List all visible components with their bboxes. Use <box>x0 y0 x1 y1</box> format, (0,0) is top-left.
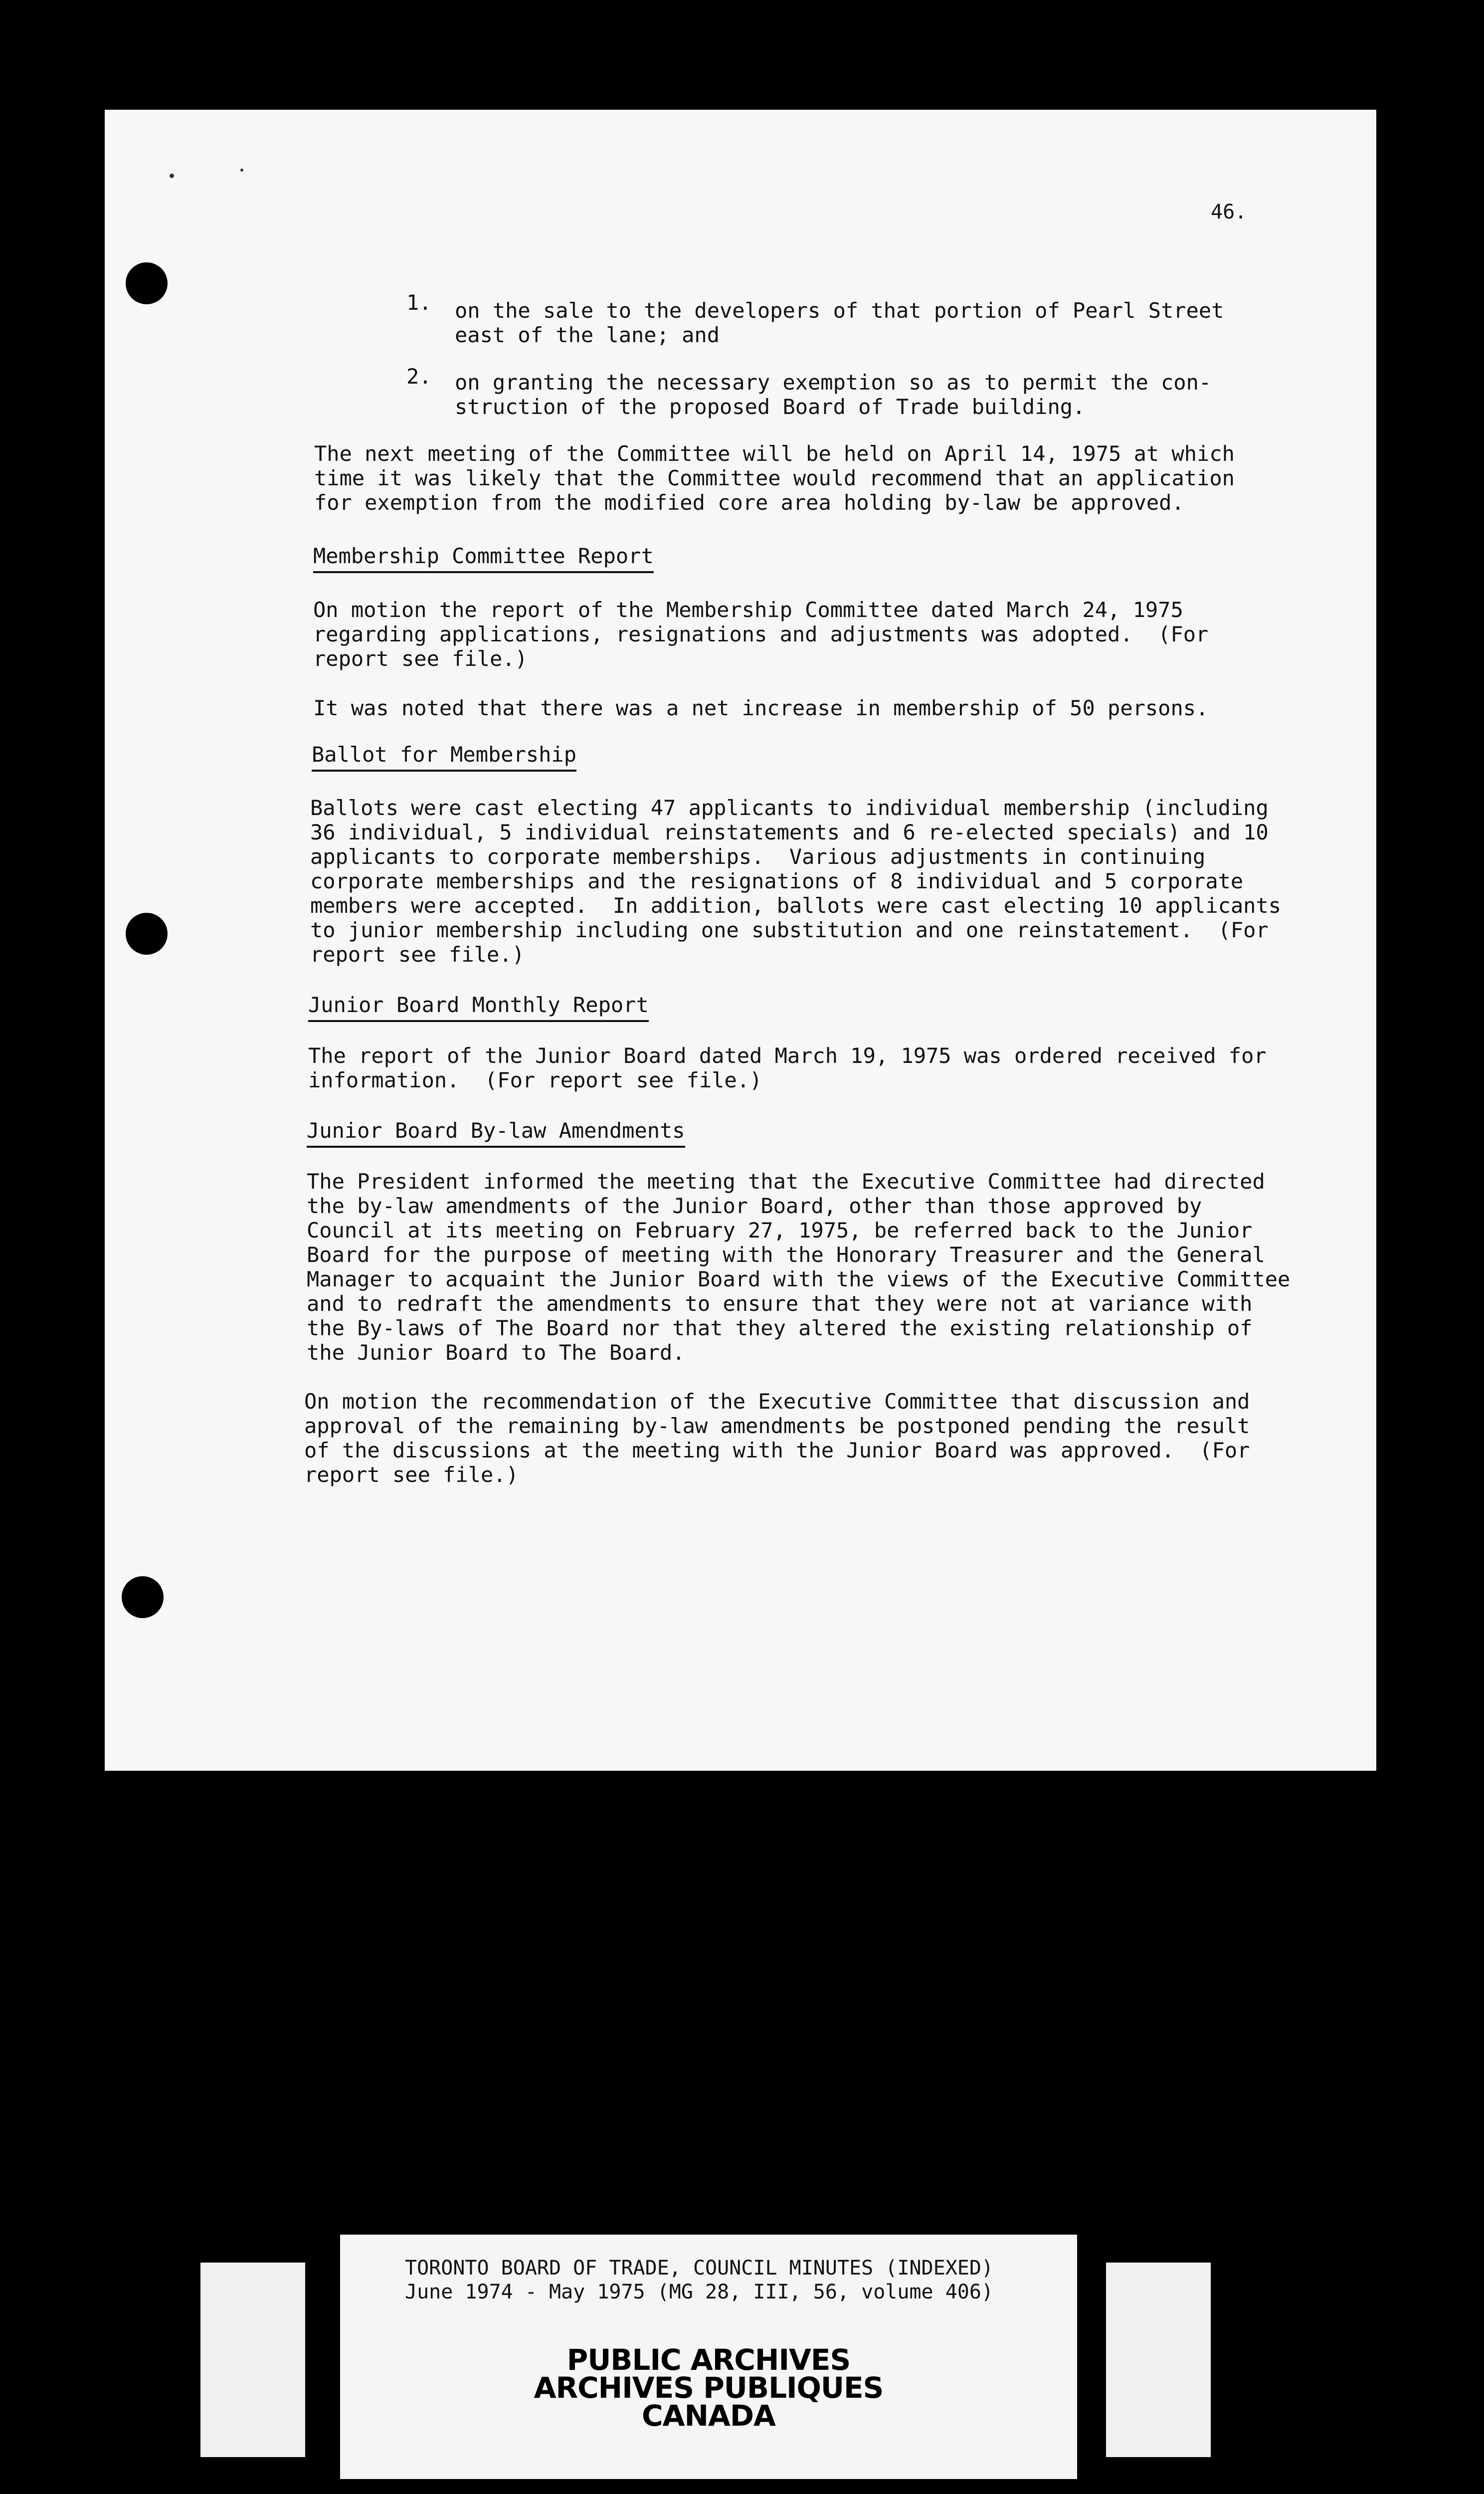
archive-caption-line1: TORONTO BOARD OF TRADE, COUNCIL MINUTES (INDEXED) <box>405 2257 994 2280</box>
list-item-text: on the sale to the developers of that portion of Pearl Street east of the lane; and <box>455 298 1224 347</box>
punch-hole <box>122 1576 164 1618</box>
paragraph-junior-report: The report of the Junior Board dated March 19, 1975 was ordered received for information. (For report see file.) <box>308 1043 1267 1092</box>
paragraph-ballot: Ballots were cast electing 47 applicants to individual membership (including 36 individual, 5 individual reinstatements and 6 re-elected specials) and 10 applicants to corporate memberships. Various adjustments in continuing corporate memberships and the resignations of 8 individual and 5 corporate members were accepted. In addition, ballots were cast electing 10 applicants to junior membership including one substitution and one reinstatement. (For report see file.) <box>310 796 1282 967</box>
label-tab-left <box>200 2263 305 2457</box>
list-item-text: on granting the necessary exemption so as to permit the con- struction of the proposed Board of Trade building. <box>455 370 1212 419</box>
document-page <box>105 110 1376 1771</box>
paragraph-net-increase: It was noted that there was a net increase in membership of 50 persons. <box>313 696 1209 720</box>
archive-label <box>340 2235 1077 2479</box>
list-item-number: 2. <box>406 364 432 389</box>
archive-caption-line2: June 1974 - May 1975 (MG 28, III, 56, volume 406) <box>405 2281 994 2303</box>
punch-hole <box>126 262 168 304</box>
heading-membership-report: Membership Committee Report <box>313 544 654 573</box>
page-number: 46. <box>1211 201 1247 223</box>
paragraph-bylaw-1: The President informed the meeting that the Executive Committee had directed the by-law amendments of the Junior Board, other than those approved by Council at its meeting on February 27, 1975, be referred back to the Junior Board for the purpose of meeting with the Honorary Treasurer and the General Manager to acquaint the Junior Board with the views of the Executive Committee and to redraft the amendments to ensure that they were not at variance with the By-laws of The Board nor that they altered the existing relationship of the Junior Board to The Board. <box>307 1169 1291 1365</box>
paragraph-bylaw-2: On motion the recommendation of the Executive Committee that discussion and approval of the remaining by-law amendments be postponed pending the result of the discussions at the meeting with the Junior Board was approved. (For report see file.) <box>304 1389 1250 1487</box>
heading-junior-monthly: Junior Board Monthly Report <box>308 993 649 1022</box>
list-item-number: 1. <box>406 290 432 315</box>
label-tab-right <box>1106 2263 1211 2457</box>
punch-hole <box>126 913 168 955</box>
archive-stamp-line1: PUBLIC ARCHIVES <box>566 2343 851 2377</box>
paragraph-next-meeting: The next meeting of the Committee will be held on April 14, 1975 at which time it was likely that the Committee would recommend that an application for exemption from the modified core area holding by-law be approved. <box>314 441 1235 515</box>
speck <box>170 174 174 178</box>
heading-ballot: Ballot for Membership <box>312 742 576 772</box>
paragraph-membership-report: On motion the report of the Membership Committee dated March 24, 1975 regarding applications, resignations and adjustments was adopted. (For report see file.) <box>313 598 1209 671</box>
archive-stamp-line3: CANADA <box>642 2399 775 2433</box>
speck <box>240 169 243 172</box>
archive-stamp-line2: ARCHIVES PUBLIQUES <box>534 2371 884 2405</box>
heading-junior-bylaw: Junior Board By-law Amendments <box>307 1118 685 1148</box>
